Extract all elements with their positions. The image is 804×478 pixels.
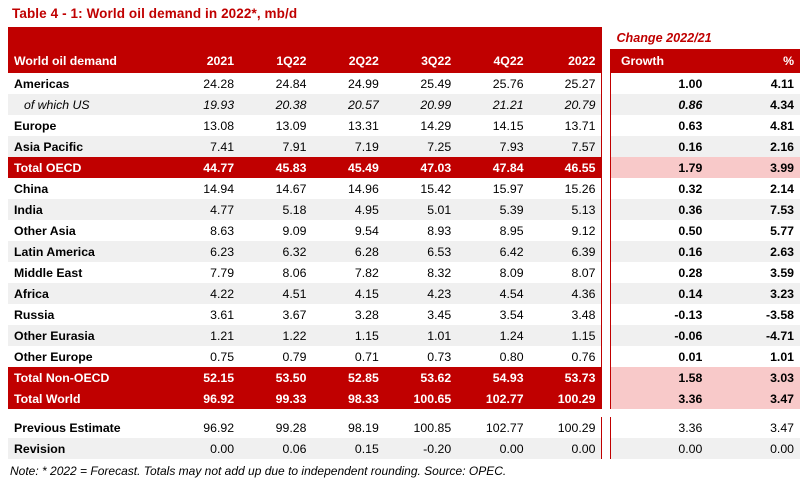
table-row (8, 346, 800, 367)
row-value: 1.24 (457, 325, 529, 346)
row-gap (602, 417, 611, 438)
row-percent: 3.47 (708, 388, 800, 409)
row-value: 4.15 (312, 283, 384, 304)
row-value: 6.32 (240, 241, 312, 262)
row-gap (602, 346, 611, 367)
row-value: 14.96 (312, 178, 384, 199)
row-value: 3.67 (240, 304, 312, 325)
row-percent: 7.53 (708, 199, 800, 220)
row-gap (602, 178, 611, 199)
row-percent: 4.11 (708, 73, 800, 94)
row-value: 6.23 (168, 241, 240, 262)
row-growth: 0.32 (610, 178, 708, 199)
row-gap (602, 199, 611, 220)
row-label: Latin America (8, 241, 168, 262)
row-value: 53.62 (385, 367, 457, 388)
table-header-main (8, 49, 800, 73)
row-label: Asia Pacific (8, 136, 168, 157)
row-label: Total World (8, 388, 168, 409)
row-value: 100.65 (385, 388, 457, 409)
row-value: 0.06 (240, 438, 312, 459)
row-gap (602, 283, 611, 304)
row-value: 3.61 (168, 304, 240, 325)
row-value: 54.93 (457, 367, 529, 388)
row-value: 21.21 (457, 94, 529, 115)
row-percent: 2.63 (708, 241, 800, 262)
table-row (8, 136, 800, 157)
row-value: 25.27 (530, 73, 602, 94)
row-value: 5.39 (457, 199, 529, 220)
row-gap (602, 241, 611, 262)
column-header-2q22: 2Q22 (312, 49, 384, 73)
table-row (8, 367, 800, 388)
row-label: Total OECD (8, 157, 168, 178)
row-value: 7.82 (312, 262, 384, 283)
column-header-3q22: 3Q22 (385, 49, 457, 73)
row-value: 14.15 (457, 115, 529, 136)
row-growth: 1.00 (610, 73, 708, 94)
row-label: Other Asia (8, 220, 168, 241)
row-growth: 3.36 (610, 388, 708, 409)
row-gap (602, 325, 611, 346)
row-growth: 0.36 (610, 199, 708, 220)
row-value: 100.29 (530, 388, 602, 409)
column-header-label: World oil demand (8, 49, 168, 73)
row-value: 7.91 (240, 136, 312, 157)
row-value: 47.84 (457, 157, 529, 178)
row-value: 14.67 (240, 178, 312, 199)
row-value: 20.99 (385, 94, 457, 115)
row-value: 100.85 (385, 417, 457, 438)
column-gap (602, 49, 611, 73)
row-growth: -0.13 (610, 304, 708, 325)
column-header-growth: Growth (610, 49, 708, 73)
row-value: 4.36 (530, 283, 602, 304)
row-value: 3.45 (385, 304, 457, 325)
table-row (8, 417, 800, 438)
row-value: 5.13 (530, 199, 602, 220)
row-value: 102.77 (457, 388, 529, 409)
row-value: 45.83 (240, 157, 312, 178)
row-value: 4.77 (168, 199, 240, 220)
row-growth: 0.50 (610, 220, 708, 241)
row-value: 1.22 (240, 325, 312, 346)
row-value: 47.03 (385, 157, 457, 178)
row-value: 53.73 (530, 367, 602, 388)
row-label: Middle East (8, 262, 168, 283)
world-oil-demand-table (8, 27, 800, 459)
row-value: 13.09 (240, 115, 312, 136)
row-value: 53.50 (240, 367, 312, 388)
row-value: 0.80 (457, 346, 529, 367)
column-header-2021: 2021 (168, 49, 240, 73)
row-value: 0.00 (457, 438, 529, 459)
row-value: 19.93 (168, 94, 240, 115)
row-growth: 0.01 (610, 346, 708, 367)
table-row (8, 157, 800, 178)
row-label: China (8, 178, 168, 199)
row-percent: 3.47 (708, 417, 800, 438)
header-spacer-periods (168, 27, 602, 49)
row-value: 8.32 (385, 262, 457, 283)
row-value: 1.15 (530, 325, 602, 346)
row-gap (602, 304, 611, 325)
row-value: 5.18 (240, 199, 312, 220)
row-growth: 0.16 (610, 241, 708, 262)
row-value: 1.15 (312, 325, 384, 346)
table-row (8, 438, 800, 459)
row-percent: 4.34 (708, 94, 800, 115)
row-percent: 3.99 (708, 157, 800, 178)
row-value: 8.95 (457, 220, 529, 241)
row-value: 6.39 (530, 241, 602, 262)
row-value: 24.84 (240, 73, 312, 94)
row-value: 7.57 (530, 136, 602, 157)
row-label: Previous Estimate (8, 417, 168, 438)
row-value: 13.31 (312, 115, 384, 136)
row-percent: 2.14 (708, 178, 800, 199)
row-gap (602, 157, 611, 178)
row-gap (602, 220, 611, 241)
row-value: 96.92 (168, 388, 240, 409)
row-value: 8.63 (168, 220, 240, 241)
row-value: 20.57 (312, 94, 384, 115)
row-value: 7.79 (168, 262, 240, 283)
row-value: 13.71 (530, 115, 602, 136)
row-growth: 3.36 (610, 417, 708, 438)
table-body (8, 27, 800, 459)
row-label: Other Europe (8, 346, 168, 367)
row-gap (602, 438, 611, 459)
row-percent: 0.00 (708, 438, 800, 459)
row-percent: 3.23 (708, 283, 800, 304)
table-row (8, 73, 800, 94)
row-gap (602, 73, 611, 94)
column-header-2022: 2022 (530, 49, 602, 73)
row-value: 14.94 (168, 178, 240, 199)
row-label: Europe (8, 115, 168, 136)
row-label: Other Eurasia (8, 325, 168, 346)
table-row (8, 178, 800, 199)
row-value: 98.19 (312, 417, 384, 438)
row-value: 4.22 (168, 283, 240, 304)
row-separator (8, 409, 800, 417)
row-label: Russia (8, 304, 168, 325)
row-value: 0.76 (530, 346, 602, 367)
row-value: 0.15 (312, 438, 384, 459)
row-value: 4.54 (457, 283, 529, 304)
row-value: 1.01 (385, 325, 457, 346)
row-label: Africa (8, 283, 168, 304)
row-value: 25.76 (457, 73, 529, 94)
change-header: Change 2022/21 (610, 27, 800, 49)
row-value: 99.28 (240, 417, 312, 438)
row-value: 6.28 (312, 241, 384, 262)
header-gap (602, 27, 611, 49)
row-value: 13.08 (168, 115, 240, 136)
row-label: Revision (8, 438, 168, 459)
row-value: 15.42 (385, 178, 457, 199)
row-value: 7.93 (457, 136, 529, 157)
row-value: 8.93 (385, 220, 457, 241)
page-title: Table 4 - 1: World oil demand in 2022*, mb/d (12, 6, 298, 21)
row-label: Total Non-OECD (8, 367, 168, 388)
row-growth: 1.58 (610, 367, 708, 388)
row-growth: 1.79 (610, 157, 708, 178)
row-value: 9.12 (530, 220, 602, 241)
row-percent: 5.77 (708, 220, 800, 241)
row-value: 5.01 (385, 199, 457, 220)
row-value: 96.92 (168, 417, 240, 438)
row-value: 7.25 (385, 136, 457, 157)
table-row (8, 388, 800, 409)
table-row (8, 115, 800, 136)
row-value: 24.28 (168, 73, 240, 94)
row-gap (602, 115, 611, 136)
row-value: 0.00 (530, 438, 602, 459)
row-value: 3.48 (530, 304, 602, 325)
row-growth: 0.16 (610, 136, 708, 157)
row-value: 25.49 (385, 73, 457, 94)
row-value: -0.20 (385, 438, 457, 459)
row-percent: 2.16 (708, 136, 800, 157)
row-percent: -3.58 (708, 304, 800, 325)
row-value: 7.19 (312, 136, 384, 157)
row-growth: 0.14 (610, 283, 708, 304)
row-value: 9.09 (240, 220, 312, 241)
row-gap (602, 94, 611, 115)
row-value: 102.77 (457, 417, 529, 438)
row-value: 1.21 (168, 325, 240, 346)
row-value: 8.06 (240, 262, 312, 283)
row-percent: 1.01 (708, 346, 800, 367)
row-value: 99.33 (240, 388, 312, 409)
row-value: 4.51 (240, 283, 312, 304)
row-value: 8.09 (457, 262, 529, 283)
row-value: 7.41 (168, 136, 240, 157)
row-value: 46.55 (530, 157, 602, 178)
row-value: 20.79 (530, 94, 602, 115)
row-value: 0.75 (168, 346, 240, 367)
row-value: 15.97 (457, 178, 529, 199)
row-separator-cell (8, 409, 708, 417)
table-row (8, 325, 800, 346)
row-value: 98.33 (312, 388, 384, 409)
row-value: 8.07 (530, 262, 602, 283)
row-percent: -4.71 (708, 325, 800, 346)
row-gap (602, 262, 611, 283)
table-row (8, 304, 800, 325)
row-percent: 4.81 (708, 115, 800, 136)
row-value: 20.38 (240, 94, 312, 115)
row-growth: -0.06 (610, 325, 708, 346)
row-value: 0.79 (240, 346, 312, 367)
header-spacer-label (8, 27, 168, 49)
row-value: 0.71 (312, 346, 384, 367)
table-row (8, 241, 800, 262)
row-gap (602, 136, 611, 157)
row-value: 45.49 (312, 157, 384, 178)
row-value: 14.29 (385, 115, 457, 136)
row-label: Americas (8, 73, 168, 94)
table-note: Note: * 2022 = Forecast. Totals may not add up due to independent rounding. Source: OPEC. (10, 464, 507, 478)
row-value: 4.95 (312, 199, 384, 220)
row-value: 0.00 (168, 438, 240, 459)
column-header-1q22: 1Q22 (240, 49, 312, 73)
table-header-top (8, 27, 800, 49)
column-header-4q22: 4Q22 (457, 49, 529, 73)
row-growth: 0.86 (610, 94, 708, 115)
row-label: India (8, 199, 168, 220)
row-value: 15.26 (530, 178, 602, 199)
row-percent: 3.03 (708, 367, 800, 388)
table-row (8, 199, 800, 220)
row-growth: 0.00 (610, 438, 708, 459)
row-gap (602, 367, 611, 388)
row-percent: 3.59 (708, 262, 800, 283)
row-value: 6.53 (385, 241, 457, 262)
row-value: 100.29 (530, 417, 602, 438)
table-row (8, 94, 800, 115)
table-row (8, 262, 800, 283)
row-value: 3.28 (312, 304, 384, 325)
row-value: 3.54 (457, 304, 529, 325)
row-value: 4.23 (385, 283, 457, 304)
row-gap (602, 388, 611, 409)
row-value: 44.77 (168, 157, 240, 178)
row-value: 0.73 (385, 346, 457, 367)
row-label: of which US (8, 94, 168, 115)
row-value: 52.85 (312, 367, 384, 388)
row-value: 9.54 (312, 220, 384, 241)
row-growth: 0.28 (610, 262, 708, 283)
row-growth: 0.63 (610, 115, 708, 136)
row-value: 52.15 (168, 367, 240, 388)
table-row (8, 220, 800, 241)
column-header-percent: % (708, 49, 800, 73)
table-row (8, 283, 800, 304)
row-value: 24.99 (312, 73, 384, 94)
row-value: 6.42 (457, 241, 529, 262)
